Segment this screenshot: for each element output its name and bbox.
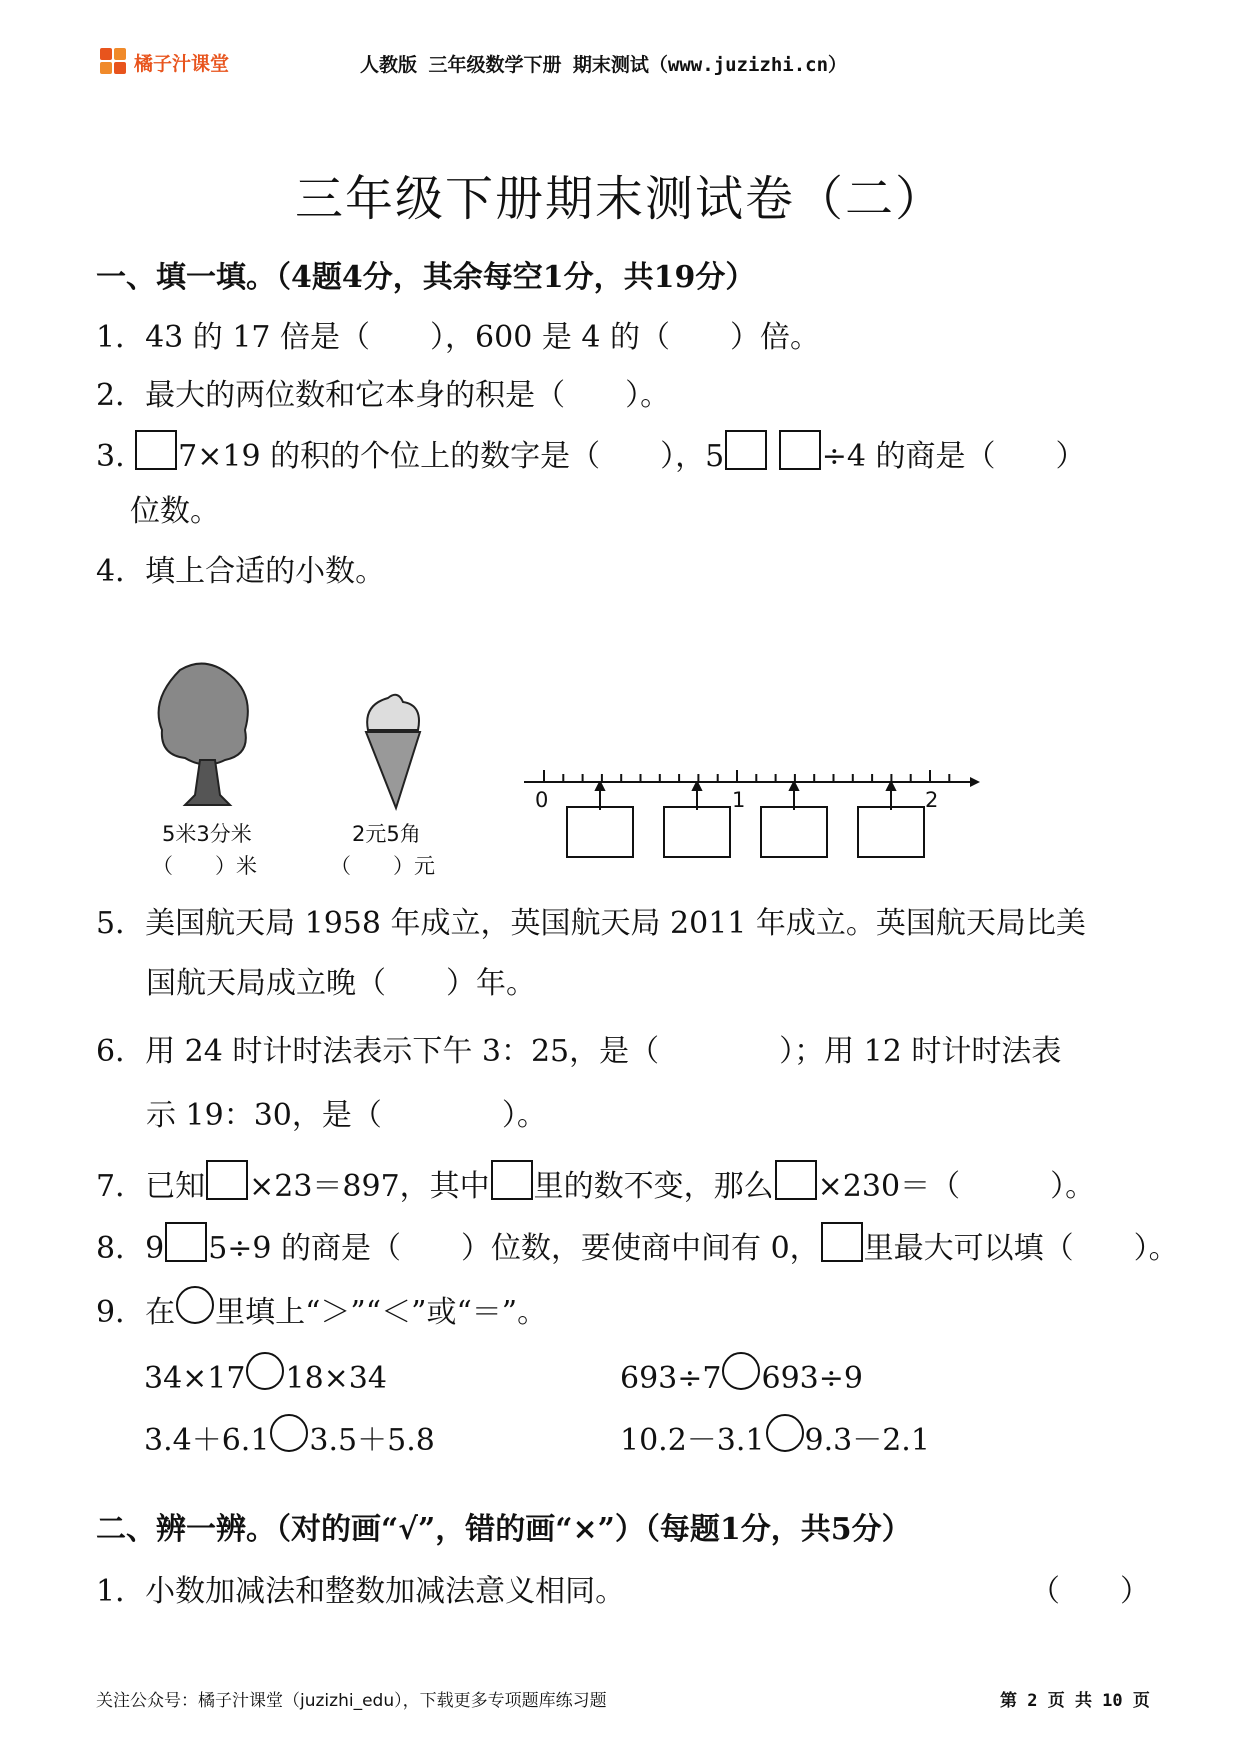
q7-text-d: ×230＝（ ）。 xyxy=(817,1169,1096,1204)
question-6-cont: 示 19：30，是（ ）。 xyxy=(146,1098,547,1133)
question-4: 4．填上合适的小数。 xyxy=(96,554,386,589)
compare-2 xyxy=(620,1352,863,1396)
blank-circle xyxy=(246,1352,284,1390)
q7-text-c: 里的数不变，那么 xyxy=(533,1169,774,1204)
blank-box xyxy=(779,430,821,470)
q7-text-a: 7．已知 xyxy=(96,1169,206,1204)
blank-box xyxy=(725,430,767,470)
ice-cream-caption: 2元5角 xyxy=(352,822,421,846)
blank-box xyxy=(135,430,177,470)
compare-3 xyxy=(144,1414,435,1459)
blank-box xyxy=(206,1160,248,1200)
question-7 xyxy=(96,1160,1095,1205)
cmp1-right: 18×34 xyxy=(285,1361,387,1396)
section1-heading: 一、填一填。（4题4分，其余每空1分，共19分） xyxy=(96,260,756,295)
q8-text-a: 8．9 xyxy=(96,1231,165,1266)
page-number: 第 2 页 共 10 页 xyxy=(1000,1691,1150,1711)
cmp3-right: 3.5＋5.8 xyxy=(309,1423,435,1458)
cmp2-left: 693÷7 xyxy=(620,1361,722,1396)
answer-box xyxy=(760,806,828,858)
cmp1-left: 34×17 xyxy=(144,1361,246,1396)
page-title: 三年级下册期末测试卷（二） xyxy=(294,171,945,227)
question-6: 6．用 24 时计时法表示下午 3：25，是（ ）；用 12 时计时法表 xyxy=(96,1034,1062,1069)
tree-caption: 5米3分米 xyxy=(162,822,252,846)
answer-box xyxy=(566,806,634,858)
q9-text-a: 9．在 xyxy=(96,1295,176,1330)
brand-logo xyxy=(100,48,229,76)
section2-q1-blank: （ ） xyxy=(1030,1574,1150,1609)
question-9 xyxy=(96,1286,547,1331)
blank-box xyxy=(775,1160,817,1200)
q8-text-c: 里最大可以填（ ）。 xyxy=(863,1231,1179,1266)
section2-heading: 二、辨一辨。（对的画“√”，错的画“×”）（每题1分，共5分） xyxy=(96,1512,912,1547)
blank-box xyxy=(165,1222,207,1262)
cmp4-left: 10.2－3.1 xyxy=(620,1423,765,1458)
numberline-label-0: 0 xyxy=(535,788,549,812)
cmp4-right: 9.3－2.1 xyxy=(804,1423,930,1458)
blank-circle xyxy=(270,1414,308,1452)
question-5: 5．美国航天局 1958 年成立，英国航天局 2011 年成立。英国航天局比美 xyxy=(96,906,1086,941)
q7-text-b: ×23＝897，其中 xyxy=(249,1169,490,1204)
blank-box xyxy=(491,1160,533,1200)
q3-text-b: ÷4 的商是（ ） xyxy=(821,439,1086,474)
q3-text-a: 7×19 的积的个位上的数字是（ ），5 xyxy=(178,439,725,474)
question-5-cont: 国航天局成立晚（ ）年。 xyxy=(146,966,536,1001)
logo-icon xyxy=(100,48,128,76)
blank-circle xyxy=(176,1286,214,1324)
brand-name: 橘子汁课堂 xyxy=(134,52,230,75)
tree-blank: （ ）米 xyxy=(152,854,257,878)
question-3 xyxy=(96,430,1086,475)
cmp2-right: 693÷9 xyxy=(761,1361,863,1396)
answer-box xyxy=(857,806,925,858)
question-3-cont: 位数。 xyxy=(130,494,220,529)
answer-box xyxy=(663,806,731,858)
blank-circle xyxy=(766,1414,804,1452)
compare-1 xyxy=(144,1352,387,1396)
q8-text-b: 5÷9 的商是（ ）位数，要使商中间有 0， xyxy=(208,1231,820,1266)
question-8 xyxy=(96,1222,1179,1267)
compare-4 xyxy=(620,1414,930,1459)
question-2: 2．最大的两位数和它本身的积是（ ）。 xyxy=(96,378,671,413)
header-title: 人教版 三年级数学下册 期末测试（www.juzizhi.cn） xyxy=(360,54,848,76)
section2-question-1: 1．小数加减法和整数加减法意义相同。 xyxy=(96,1574,626,1609)
ice-cream-blank: （ ）元 xyxy=(330,854,435,878)
numberline-label-2: 2 xyxy=(925,788,939,812)
cmp3-left: 3.4＋6.1 xyxy=(144,1423,270,1458)
numberline-label-1: 1 xyxy=(732,788,746,812)
tree-icon xyxy=(150,660,260,810)
q9-text-b: 里填上“＞”“＜”或“＝”。 xyxy=(215,1295,548,1330)
footer-text: 关注公众号：橘子汁课堂（juzizhi_edu），下载更多专项题库练习题 xyxy=(96,1691,607,1711)
q3-number: 3. xyxy=(96,439,125,474)
blank-circle xyxy=(722,1352,760,1390)
question-1: 1．43 的 17 倍是（ ），600 是 4 的（ ）倍。 xyxy=(96,320,820,355)
ice-cream-icon xyxy=(358,690,428,815)
blank-box xyxy=(821,1222,863,1262)
